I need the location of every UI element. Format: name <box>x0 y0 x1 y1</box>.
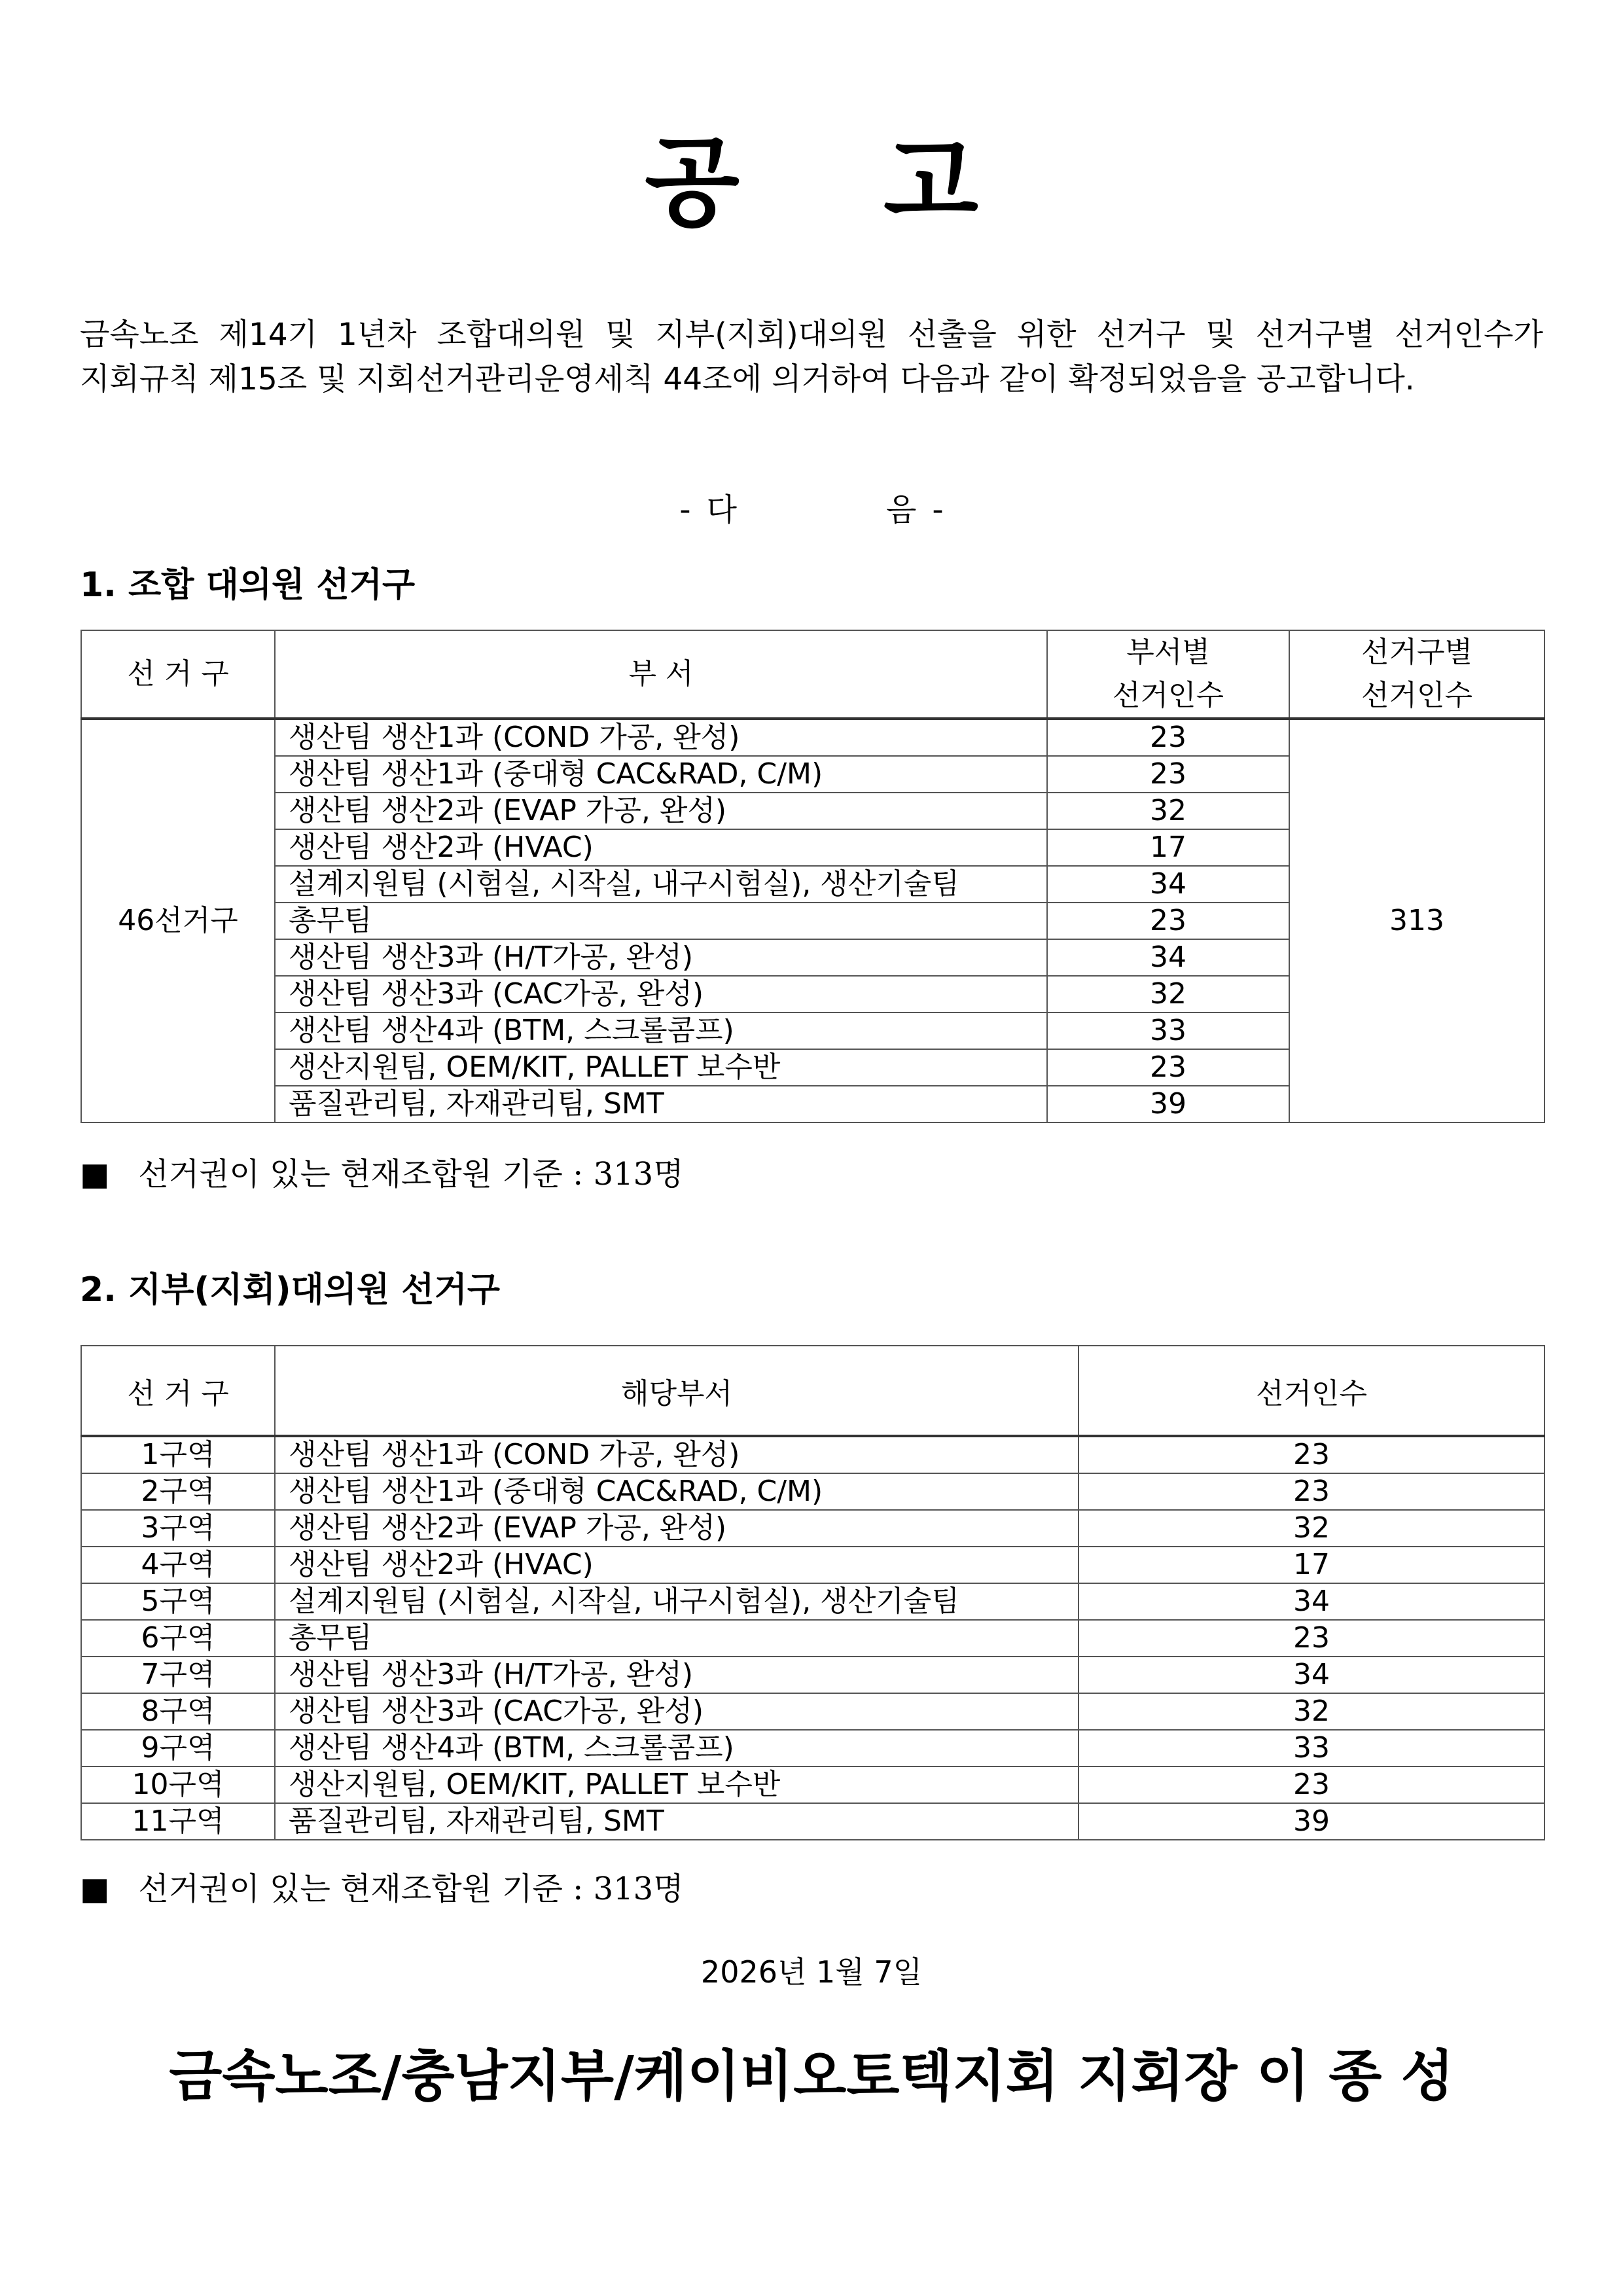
department-cell: 총무팀 <box>275 903 1047 939</box>
department-cell: 생산팀 생산2과 (HVAC) <box>275 1547 1079 1583</box>
following-label <box>0 494 1623 526</box>
following-char-1: 다 <box>706 492 737 528</box>
district-cell: 1구역 <box>81 1436 275 1473</box>
department-cell: 총무팀 <box>275 1620 1079 1657</box>
table-row <box>81 1767 1544 1803</box>
table-row <box>81 1693 1544 1730</box>
department-cell: 생산팀 생산4과 (BTM, 스크롤콤프) <box>275 1730 1079 1767</box>
branch-delegate-district-table <box>80 1345 1545 1840</box>
section2-title: 2. 지부(지회)대의원 선거구 <box>80 1270 500 1310</box>
dept-voters-cell: 34 <box>1047 866 1289 903</box>
dept-voters-cell: 23 <box>1047 1049 1289 1086</box>
department-cell: 생산팀 생산3과 (H/T가공, 완성) <box>275 1657 1079 1693</box>
district-cell: 11구역 <box>81 1803 275 1840</box>
following-char-2: 음 <box>886 492 917 528</box>
dept-voters-cell: 23 <box>1047 719 1289 756</box>
table-row <box>81 1730 1544 1767</box>
department-cell: 설계지원팀 (시험실, 시작실, 내구시험실), 생산기술팀 <box>275 866 1047 903</box>
section1-title: 1. 조합 대의원 선거구 <box>80 565 416 605</box>
voters-cell: 32 <box>1079 1510 1544 1547</box>
district-cell: 4구역 <box>81 1547 275 1583</box>
union-delegate-district-table <box>80 630 1545 1123</box>
table-row <box>81 1436 1544 1473</box>
table-row <box>81 1473 1544 1510</box>
table-row <box>81 1583 1544 1620</box>
section1-note-text: 선거권이 있는 현재조합원 기준 : 313명 <box>138 1156 684 1193</box>
department-cell: 생산팀 생산2과 (HVAC) <box>275 829 1047 866</box>
department-cell: 생산팀 생산4과 (BTM, 스크롤콤프) <box>275 1013 1047 1049</box>
district-cell: 9구역 <box>81 1730 275 1767</box>
department-cell: 품질관리팀, 자재관리팀, SMT <box>275 1086 1047 1122</box>
department-cell: 생산지원팀, OEM/KIT, PALLET 보수반 <box>275 1049 1047 1086</box>
dept-voters-cell: 33 <box>1047 1013 1289 1049</box>
header-district-voters: 선거구별 선거인수 <box>1289 630 1544 719</box>
department-cell: 생산팀 생산2과 (EVAP 가공, 완성) <box>275 1510 1079 1547</box>
voters-cell: 33 <box>1079 1730 1544 1767</box>
voters-cell: 23 <box>1079 1620 1544 1657</box>
department-cell: 품질관리팀, 자재관리팀, SMT <box>275 1803 1079 1840</box>
dept-voters-cell: 17 <box>1047 829 1289 866</box>
header-department: 부 서 <box>275 630 1047 719</box>
voters-cell: 34 <box>1079 1657 1544 1693</box>
table-row <box>81 1620 1544 1657</box>
department-cell: 설계지원팀 (시험실, 시작실, 내구시험실), 생산기술팀 <box>275 1583 1079 1620</box>
branch-delegate-table-body <box>81 1436 1544 1840</box>
voters-cell: 34 <box>1079 1583 1544 1620</box>
notice-date: 2026년 1월 7일 <box>700 1954 923 1990</box>
note-bullet: ■ <box>80 1156 110 1193</box>
department-cell: 생산팀 생산3과 (CAC가공, 완성) <box>275 1693 1079 1730</box>
intro-paragraph: 금속노조 제14기 1년차 조합대의원 및 지부(지회)대의원 선출을 위한 선거구 및 선거구별 선거인수가 지회규칙 제15조 및 지회선거관리운영세칙 44조에 의거하여 다음과 같이 확정되었음을 공고합니다. <box>80 317 1543 397</box>
dept-voters-cell: 34 <box>1047 939 1289 976</box>
dept-voters-cell: 23 <box>1047 903 1289 939</box>
dept-voters-cell: 32 <box>1047 793 1289 829</box>
voters-cell: 23 <box>1079 1767 1544 1803</box>
department-cell: 생산지원팀, OEM/KIT, PALLET 보수반 <box>275 1767 1079 1803</box>
department-cell: 생산팀 생산1과 (중대형 CAC&RAD, C/M) <box>275 756 1047 793</box>
table-row <box>81 1803 1544 1840</box>
header-district: 선 거 구 <box>81 630 275 719</box>
union-delegate-table-body <box>81 719 1544 1122</box>
district-cell: 8구역 <box>81 1693 275 1730</box>
header-voters: 선거인수 <box>1079 1346 1544 1436</box>
note-bullet: ■ <box>80 1871 110 1907</box>
header-dept-voters: 부서별 선거인수 <box>1047 630 1289 719</box>
following-dash-left: - <box>679 492 691 528</box>
table-header-row <box>81 1346 1544 1436</box>
department-cell: 생산팀 생산2과 (EVAP 가공, 완성) <box>275 793 1047 829</box>
district-total-cell: 313 <box>1289 719 1544 1122</box>
voters-cell: 17 <box>1079 1547 1544 1583</box>
title-char-2: 고 <box>883 126 978 240</box>
table-row <box>81 1547 1544 1583</box>
header-department: 해당부서 <box>275 1346 1079 1436</box>
district-name-cell: 46선거구 <box>81 719 275 1122</box>
district-cell: 7구역 <box>81 1657 275 1693</box>
department-cell: 생산팀 생산1과 (COND 가공, 완성) <box>275 1436 1079 1473</box>
section2-note <box>80 1873 684 1905</box>
voters-cell: 39 <box>1079 1803 1544 1840</box>
voters-cell: 32 <box>1079 1693 1544 1730</box>
notice-title <box>0 126 1623 240</box>
department-cell: 생산팀 생산3과 (CAC가공, 완성) <box>275 976 1047 1013</box>
table-row <box>81 1510 1544 1547</box>
dept-voters-cell: 39 <box>1047 1086 1289 1122</box>
following-dash-right: - <box>932 492 944 528</box>
signature-line: 금속노조/충남지부/케이비오토텍지회 지회장 이 종 성 <box>169 2044 1454 2108</box>
district-cell: 5구역 <box>81 1583 275 1620</box>
department-cell: 생산팀 생산3과 (H/T가공, 완성) <box>275 939 1047 976</box>
table-header-row <box>81 630 1544 719</box>
district-cell: 6구역 <box>81 1620 275 1657</box>
voters-cell: 23 <box>1079 1436 1544 1473</box>
table-row <box>81 719 1544 756</box>
table-row <box>81 1657 1544 1693</box>
dept-voters-cell: 23 <box>1047 756 1289 793</box>
section1-note <box>80 1156 684 1193</box>
department-cell: 생산팀 생산1과 (중대형 CAC&RAD, C/M) <box>275 1473 1079 1510</box>
voters-cell: 23 <box>1079 1473 1544 1510</box>
header-district: 선 거 구 <box>81 1346 275 1436</box>
district-cell: 10구역 <box>81 1767 275 1803</box>
district-cell: 3구역 <box>81 1510 275 1547</box>
title-char-1: 공 <box>645 126 740 240</box>
dept-voters-cell: 32 <box>1047 976 1289 1013</box>
section2-note-text: 선거권이 있는 현재조합원 기준 : 313명 <box>138 1871 684 1907</box>
district-cell: 2구역 <box>81 1473 275 1510</box>
department-cell: 생산팀 생산1과 (COND 가공, 완성) <box>275 719 1047 756</box>
